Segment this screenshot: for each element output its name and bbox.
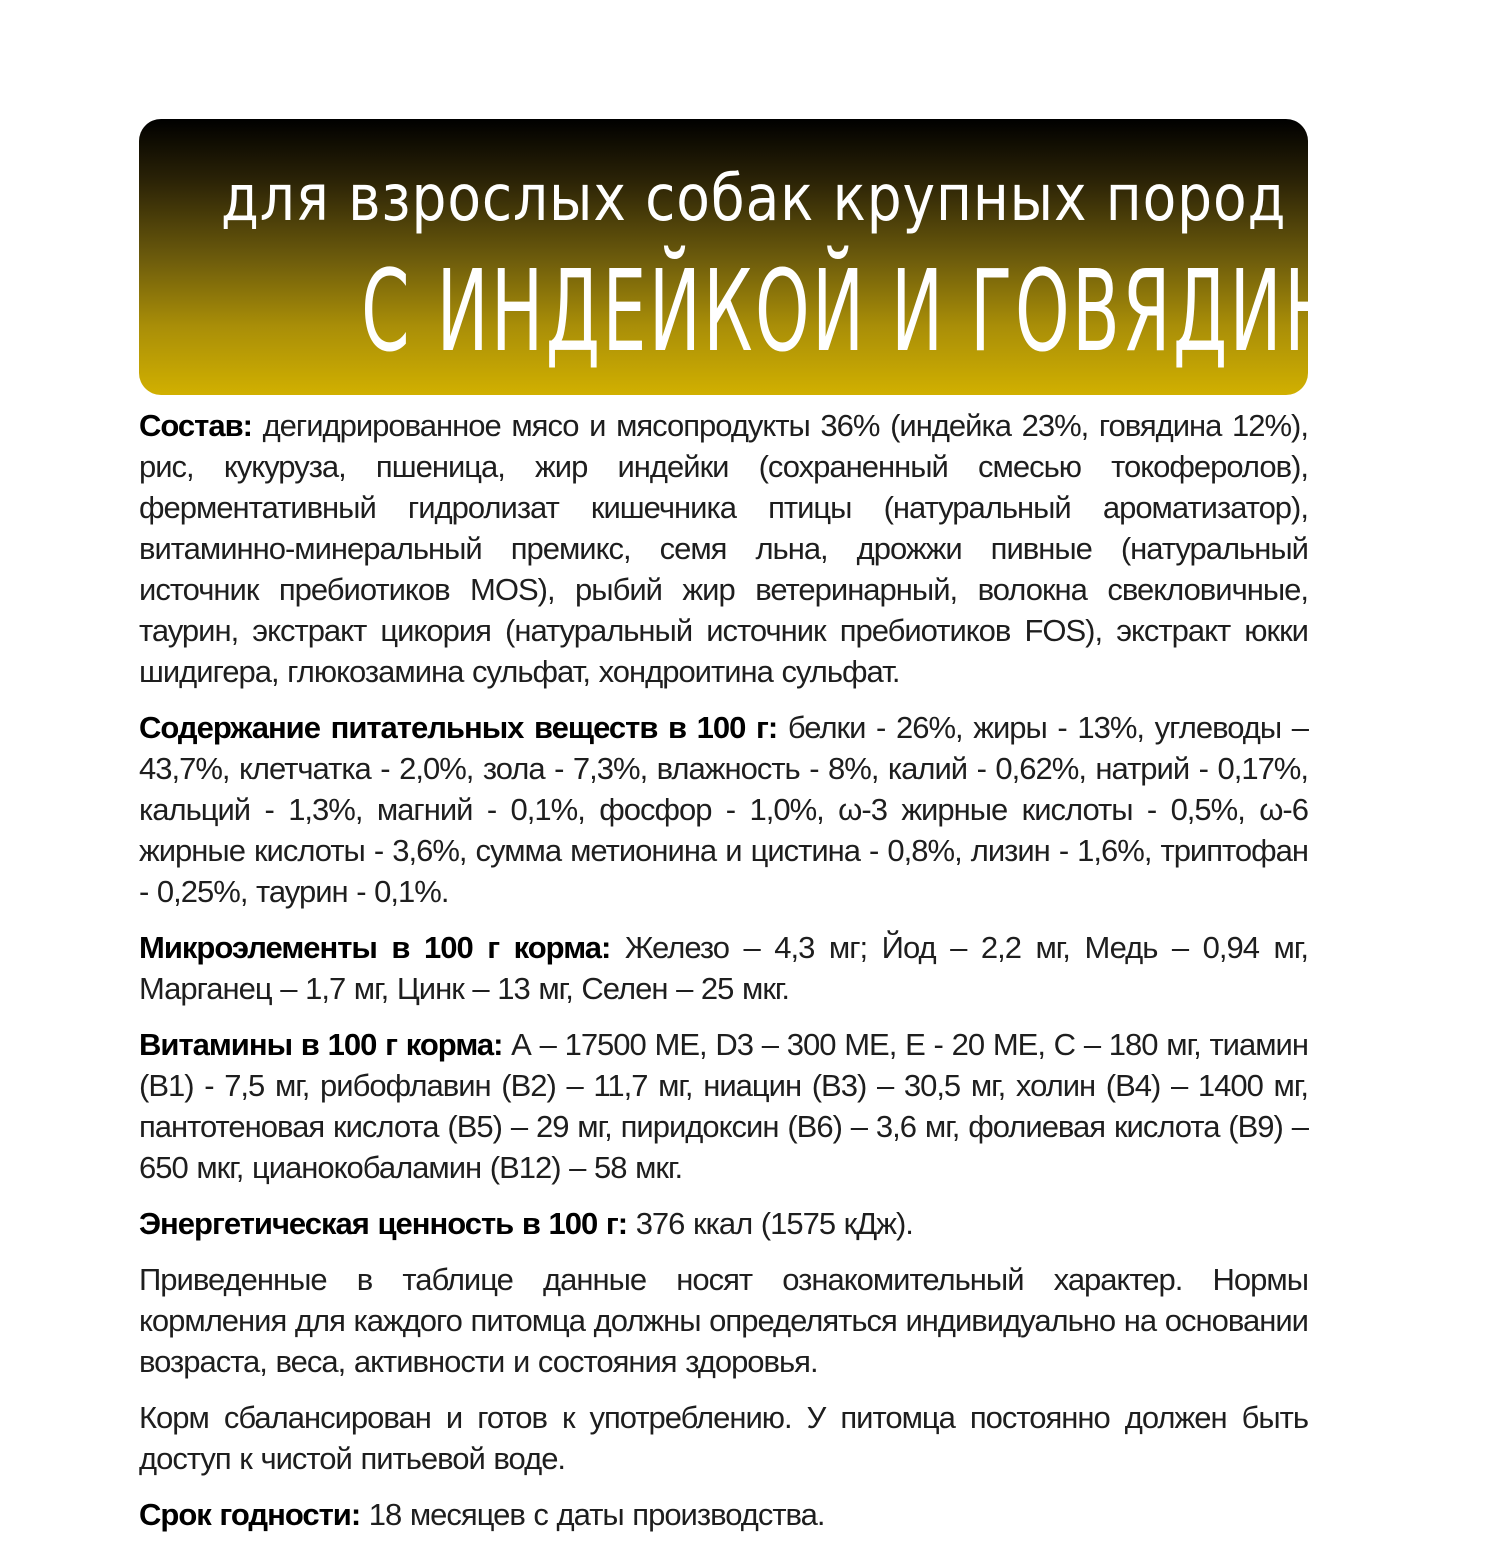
header-banner bbox=[139, 119, 1451, 395]
nutrients-paragraph bbox=[139, 707, 1308, 912]
energy-text: 376 ккал (1575 кДж). bbox=[627, 1206, 913, 1241]
product-description bbox=[139, 405, 1308, 1550]
composition-text: дегидрированное мясо и мясопродукты 36% (индейка 23%, говядина 12%), рис, кукуруза, пшеница, жир индейки (сохраненный смесью токоферолов), ферментативный гидролизат кишечника птицы (натуральный ароматизатор), витаминно-минеральный премикс, семя льна, дрожжи пивные (натуральный источник пребиотиков MOS), рыбий жир ветеринарный, волокна свекловичные, таурин, экстракт цикория (натуральный источник пребиотиков FOS), экстракт юкки шидигера, глюкозамина сульфат, хондроитина сульфат. bbox=[139, 408, 1308, 689]
composition-paragraph bbox=[139, 405, 1308, 692]
nutrients-label: Содержание питательных веществ в 100 г: bbox=[139, 710, 778, 745]
water-note-text: Корм сбалансирован и готов к употреблению. У питомца постоянно должен быть доступ к чистой питьевой воде. bbox=[139, 1400, 1308, 1476]
disclaimer-paragraph bbox=[139, 1259, 1308, 1382]
shelf-life-text: 18 месяцев с даты производства. bbox=[360, 1497, 825, 1532]
microelements-label: Микроэлементы в 100 г корма: bbox=[139, 930, 611, 965]
shelf-life-label: Срок годности: bbox=[139, 1497, 361, 1532]
water-note-paragraph bbox=[139, 1397, 1308, 1479]
vitamins-text: А – 17500 МЕ, D3 – 300 МЕ, Е - 20 МЕ, С – 180 мг, тиамин (В1) - 7,5 мг, рибофлавин (В2) – 11,7 мг, ниацин (В3) – 30,5 мг, холин (В4) – 1400 мг, пантотеновая кислота (В5) – 29 мг, пиридоксин (В6) – 3,6 мг, фолиевая кислота (В9) – 650 мкг, цианокобаламин (В12) – 58 мкг. bbox=[139, 1027, 1308, 1185]
nutrients-text: белки - 26%, жиры - 13%, углеводы – 43,7%, клетчатка - 2,0%, зола - 7,3%, влажность - 8%, калий - 0,62%, натрий - 0,17%, кальций - 1,3%, магний - 0,1%, фосфор - 1,0%, ω-3 жирные кислоты - 0,5%, ω-6 жирные кислоты - 3,6%, сумма метионина и цистина - 0,8%, лизин - 1,6%, триптофан - 0,25%, таурин - 0,1%. bbox=[139, 710, 1308, 909]
microelements-paragraph bbox=[139, 927, 1308, 1009]
shelf-life-paragraph bbox=[139, 1494, 1308, 1535]
energy-paragraph bbox=[139, 1203, 1308, 1244]
product-title: С ИНДЕЙКОЙ И ГОВЯДИНОЙ bbox=[361, 247, 1451, 377]
composition-label: Состав: bbox=[139, 408, 252, 443]
vitamins-label: Витамины в 100 г корма: bbox=[139, 1027, 503, 1062]
vitamins-paragraph bbox=[139, 1024, 1308, 1188]
product-subtitle: для взрослых собак крупных пород bbox=[220, 162, 1287, 236]
disclaimer-text: Приведенные в таблице данные носят ознакомительный характер. Нормы кормления для каждого питомца должны определяться индивидуально на основании возраста, веса, активности и состояния здоровья. bbox=[139, 1262, 1308, 1379]
microelements-text: Железо – 4,3 мг; Йод – 2,2 мг, Медь – 0,94 мг, Марганец – 1,7 мг, Цинк – 13 мг, Селен – 25 мкг. bbox=[139, 930, 1308, 1006]
energy-label: Энергетическая ценность в 100 г: bbox=[139, 1206, 628, 1241]
